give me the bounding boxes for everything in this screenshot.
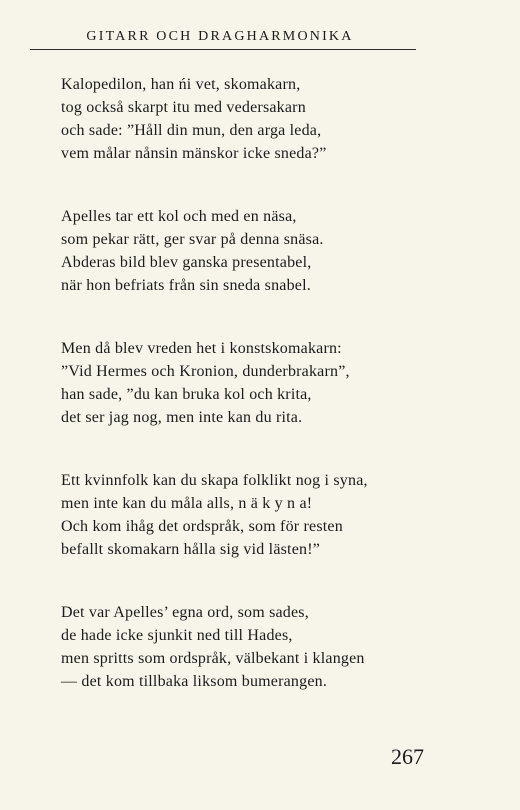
- poem-body: [61, 73, 431, 733]
- poem-line: tog också skarpt itu med vedersakarn: [61, 99, 306, 116]
- poem-line: när hon befriats från sin sneda snabel.: [61, 277, 311, 294]
- poem-line: Men då blev vreden het i konstskomakarn:: [61, 340, 342, 357]
- poem-line: Det var Apelles’ egna ord, som sades,: [61, 604, 309, 621]
- running-title: GITARR OCH DRAGHARMONIKA: [86, 29, 354, 44]
- poem-line: Ett kvinnfolk kan du skapa folklikt nog i syna,: [61, 472, 368, 489]
- poem-line: Kalopedilon, han ńi vet, skomakarn,: [61, 76, 301, 93]
- stanza-1: [61, 73, 431, 165]
- poem-line: det ser jag nog, men inte kan du rita.: [61, 409, 303, 426]
- poem-line: men inte kan du måla alls, n ä k y n a!: [61, 495, 313, 512]
- poem-line: han sade, ”du kan bruka kol och krita,: [61, 386, 312, 403]
- poem-line: Och kom ihåg det ordspråk, som för resten: [61, 518, 343, 535]
- page-number: 267: [391, 744, 424, 769]
- poem-line: men spritts som ordspråk, välbekant i klangen: [61, 650, 365, 667]
- poem-line: de hade icke sjunkit ned till Hades,: [61, 627, 293, 644]
- stanza-4: [61, 469, 431, 561]
- poem-line: Abderas bild blev ganska presentabel,: [61, 254, 312, 271]
- poem-line: befallt skomakarn hålla sig vid lästen!”: [61, 541, 321, 558]
- poem-line: som pekar rätt, ger svar på denna snäsa.: [61, 231, 324, 248]
- stanza-2: [61, 205, 431, 297]
- poem-line: Apelles tar ett kol och med en näsa,: [61, 208, 297, 225]
- poem-line: och sade: ”Håll din mun, den arga leda,: [61, 122, 322, 139]
- poem-line: vem målar nånsin mänskor icke sneda?”: [61, 145, 327, 162]
- stanza-5: [61, 601, 431, 693]
- poem-line: ”Vid Hermes och Kronion, dunderbrakarn”,: [61, 363, 350, 380]
- stanza-3: [61, 337, 431, 429]
- poem-line: — det kom tillbaka liksom bumerangen.: [61, 673, 328, 690]
- header-rule: [30, 49, 416, 50]
